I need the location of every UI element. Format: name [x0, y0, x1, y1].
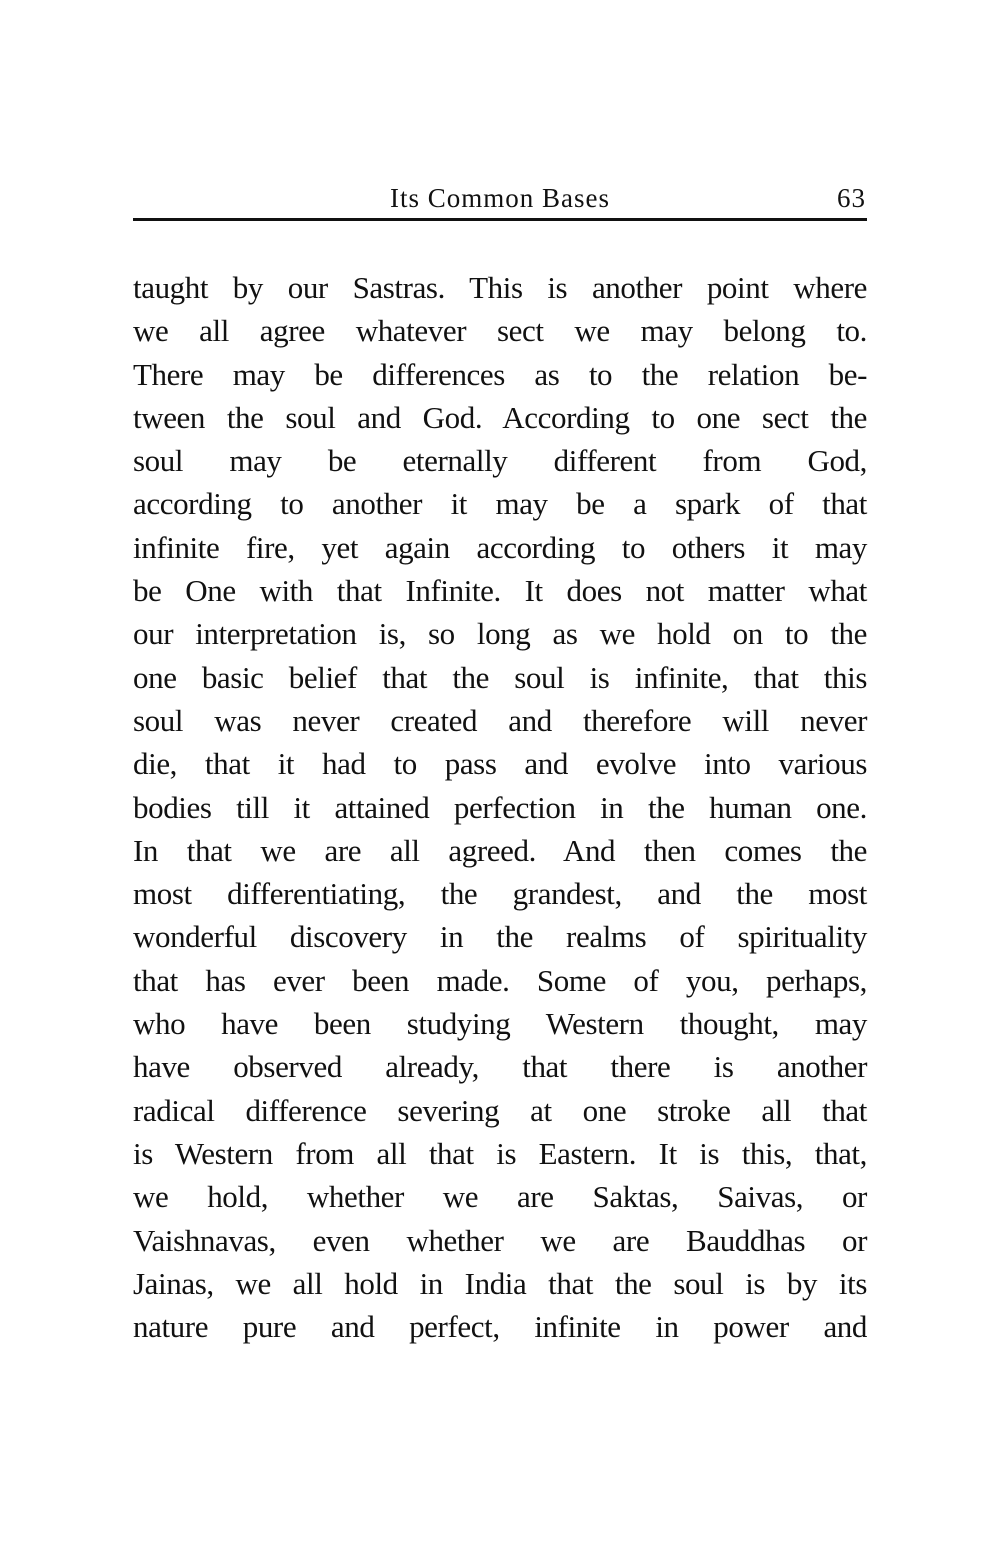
text-line: There may be differences as to the relation be-	[133, 356, 867, 392]
text-line: die, that it had to pass and evolve into various	[133, 746, 867, 782]
text-line: according to another it may be a spark of that	[133, 486, 867, 522]
running-head-title: Its Common Bases	[389, 183, 610, 213]
text-line: In that we are all agreed. And then comes the	[133, 832, 867, 868]
text-line: we all agree whatever sect we may belong to.	[133, 313, 867, 349]
book-page	[133, 0, 867, 1550]
text-line: be One with that Infinite. It does not matter what	[133, 573, 867, 609]
text-line: nature pure and perfect, infinite in power and	[133, 1309, 867, 1345]
text-line: is Western from all that is Eastern. It is this, that,	[133, 1135, 867, 1171]
text-line: Jainas, we all hold in India that the soul is by its	[133, 1265, 867, 1301]
text-line: soul was never created and therefore will never	[133, 702, 867, 738]
text-line: we hold, whether we are Saktas, Saivas, or	[133, 1179, 867, 1215]
text-line: wonderful discovery in the realms of spirituality	[133, 919, 867, 955]
text-line: infinite fire, yet again according to others it may	[133, 529, 867, 565]
text-line: who have been studying Western thought, may	[133, 1006, 867, 1042]
body-paragraph	[133, 266, 867, 1348]
running-head	[133, 182, 867, 214]
text-line: have observed already, that there is another	[133, 1049, 867, 1085]
text-line: one basic belief that the soul is infinite, that this	[133, 659, 867, 695]
text-line: radical difference severing at one stroke all that	[133, 1092, 867, 1128]
text-line: soul may be eternally different from God,	[133, 443, 867, 479]
text-line: tween the soul and God. According to one sect the	[133, 399, 867, 435]
text-line: that has ever been made. Some of you, perhaps,	[133, 962, 867, 998]
page-number: 63	[837, 183, 866, 213]
text-line: our interpretation is, so long as we hold on to the	[133, 616, 867, 652]
text-line: Vaishnavas, even whether we are Bauddhas or	[133, 1222, 867, 1258]
header-rule-divider	[133, 218, 867, 221]
text-line: bodies till it attained perfection in the human one.	[133, 789, 867, 825]
text-line: most differentiating, the grandest, and the most	[133, 876, 867, 912]
text-line: taught by our Sastras. This is another point where	[133, 270, 867, 305]
